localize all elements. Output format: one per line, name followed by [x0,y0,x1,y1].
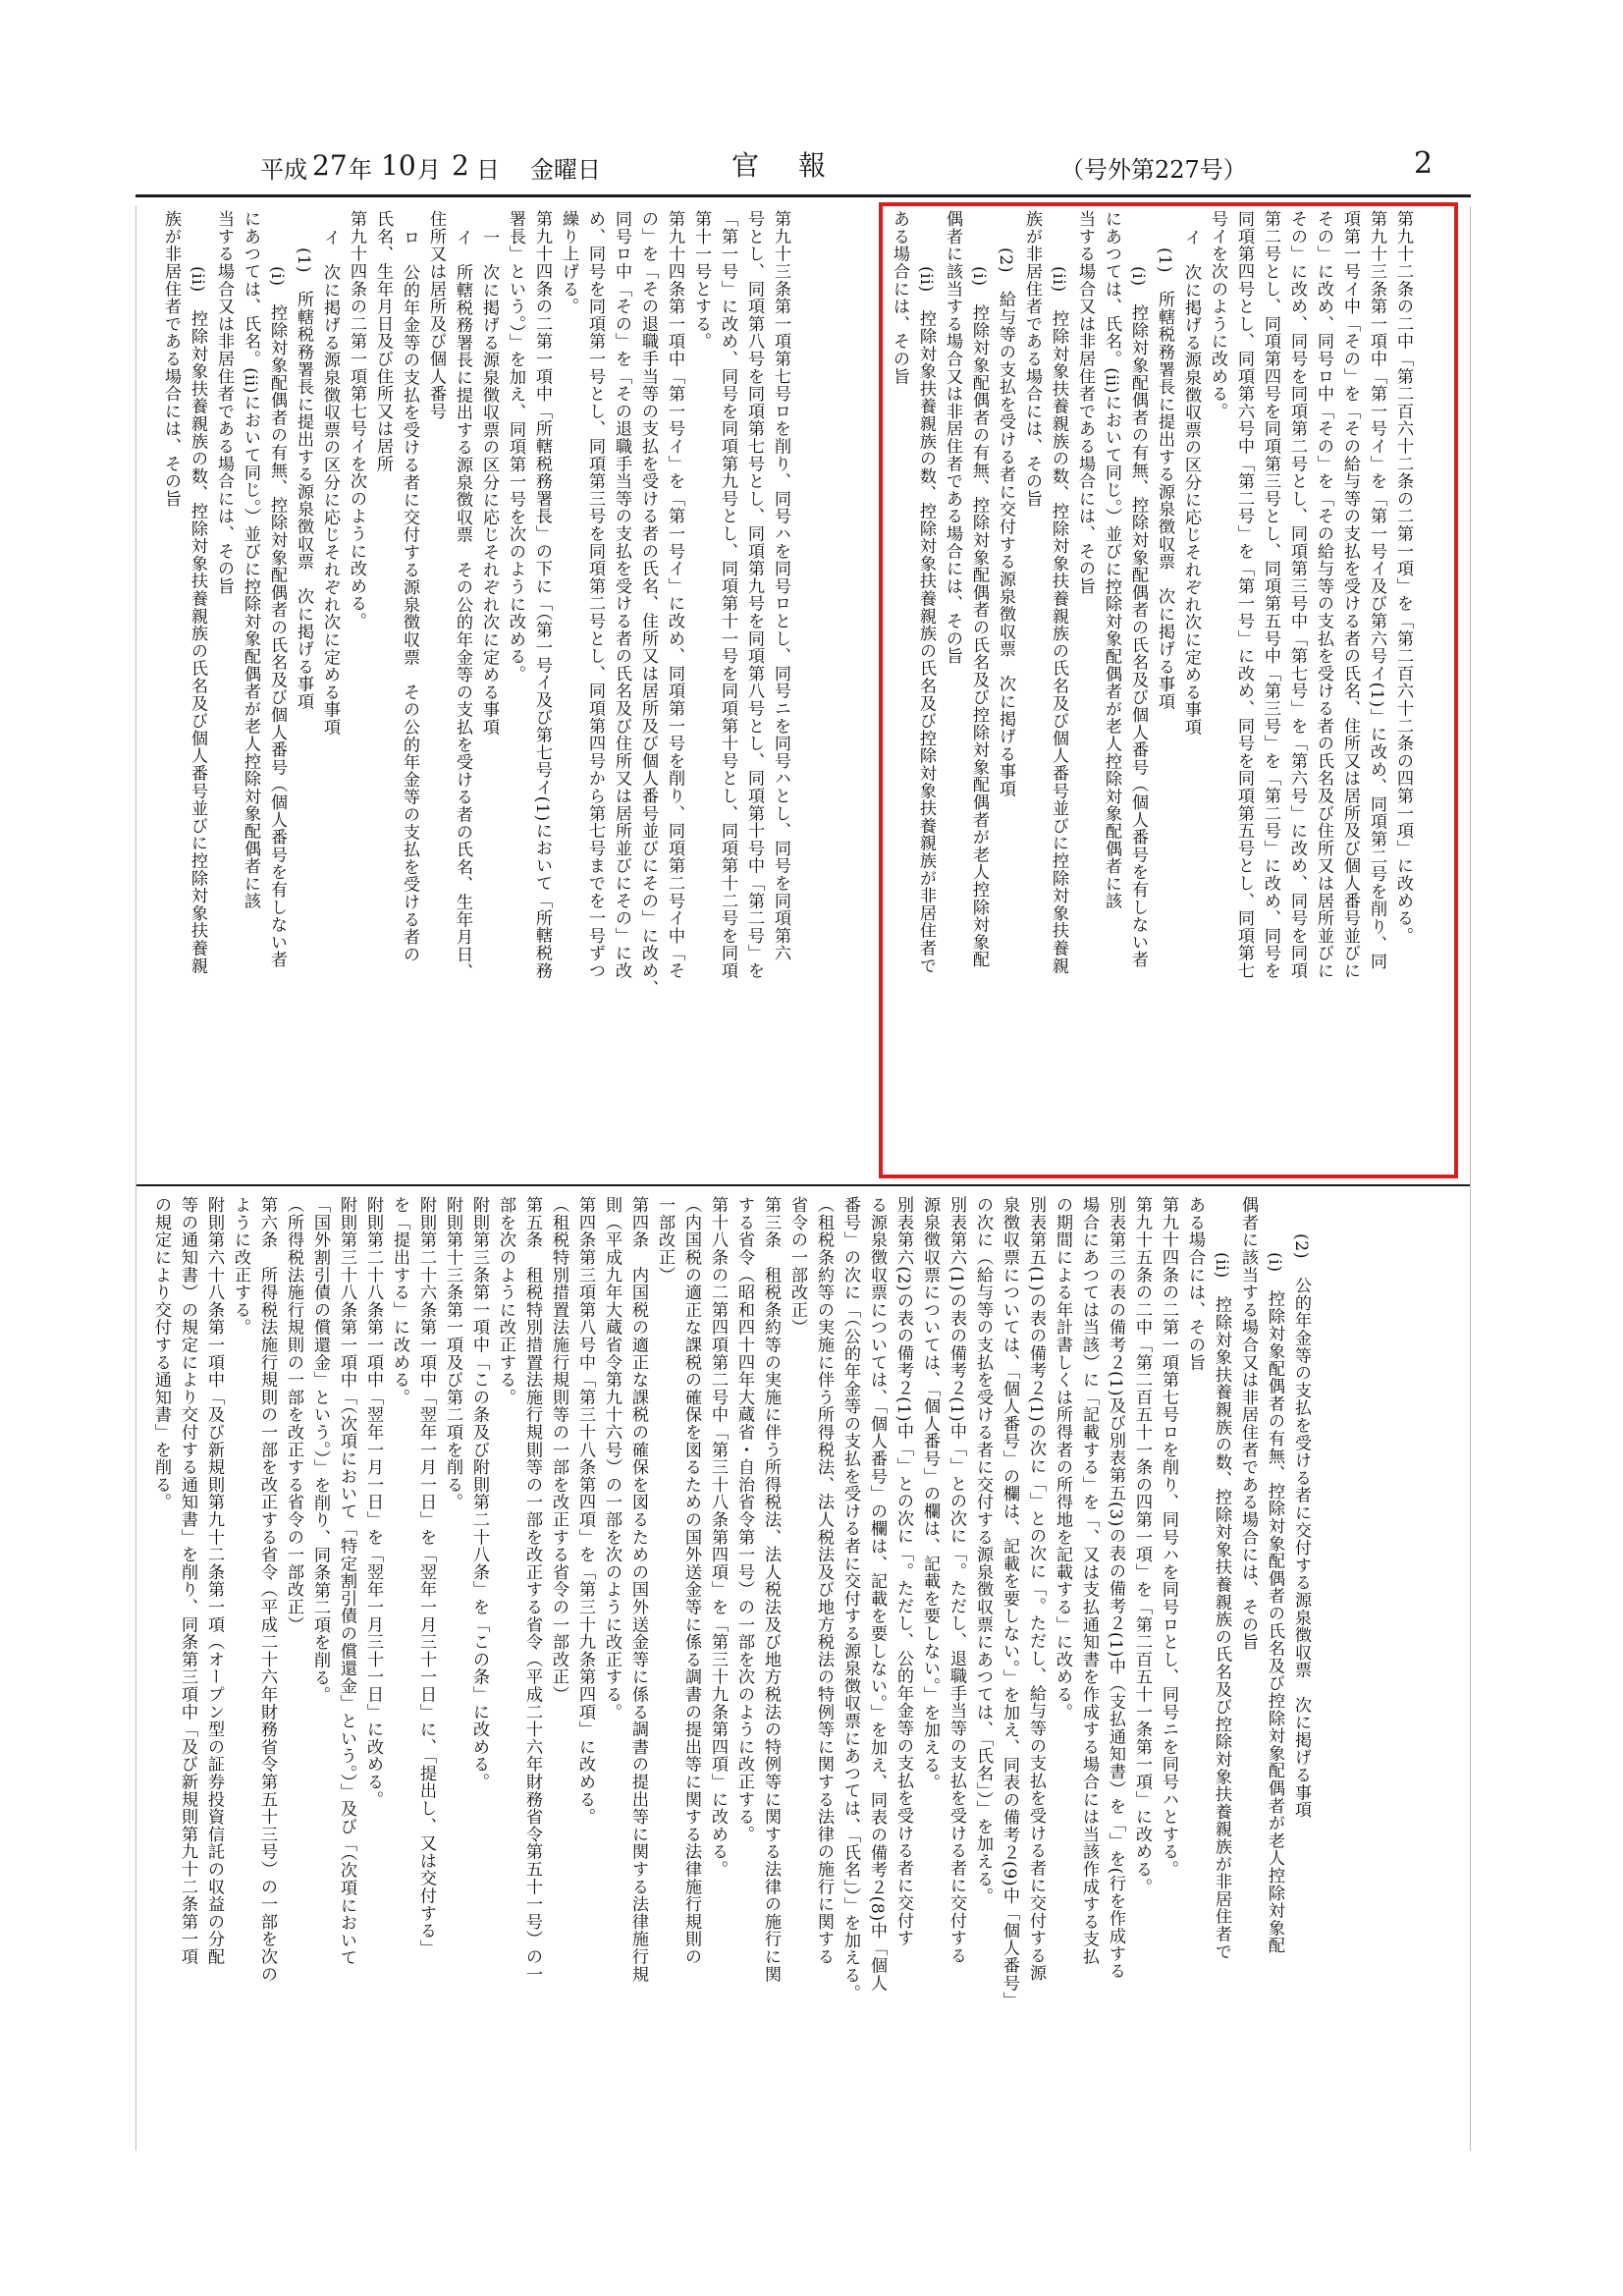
text-line: 住所又は居所及び個人番号 [426,210,446,420]
text-line: の規定により交付する通知書」を削る。 [151,1196,171,1511]
gazette-header [0,147,1623,196]
text-line: （租税条約等の実施に伴う所得税法、法人税法及び地方税法の特例等に関する法律の施行に関する [814,1196,834,1966]
section-divider-rule [135,1184,1471,1186]
header-day-unit: 日 [476,156,500,184]
text-line: 同号ロ中「その」を「その退職手当等の支払を受ける者の氏名及び住所又は居所並びにその」に改 [612,210,631,980]
bottom-vertical-text [147,1196,1314,2144]
text-line: 場合にあつては当該）に「記載する」を「、又は支払通知書を作成する場合には当該作成する支払 [1079,1196,1099,1966]
text-line: 第二号とし、同項第四号を同項第三号とし、同項第五号中「第三号」を「第二号」に改め、同号を [1261,210,1280,980]
text-line: 同項第四号とし、同項第六号中「第二号」を「第一号」に改め、同号を同項第五号とし、同項第七 [1234,210,1254,980]
text-line: (i) 控除対象配偶者の有無、控除対象配偶者の氏名及び控除対象配偶者が老人控除対象配 [1265,1252,1284,1954]
text-line: イ 所轄税務署長に提出する源泉徴収票 その公的年金等の支払を受ける者の氏名、生年月日、 [453,229,472,981]
text-line: 第五条 租税特別措置法施行規則等の一部を改正する省令（平成二十六年財務省令第五十一号）の一 [522,1196,542,1983]
text-line: (ii) 控除対象扶養親族の数、控除対象扶養親族の氏名及び個人番号並びに控除対象扶養親 [188,266,207,975]
left-margin-rule [135,206,136,2151]
text-line: 第十一号とする。 [691,210,711,351]
text-line: 附則第十三条第一項及び第二項を削る。 [443,1196,462,1511]
text-line: (2) 給与等の支払を受ける者に交付する源泉徴収票 次に掲げる事項 [996,247,1015,798]
text-line: 第六条 所得税法施行規則の一部を改正する省令（平成二十六年財務省令第五十三号）の一部を次の [257,1196,277,1983]
text-line: (ii) 控除対象扶養親族の数、控除対象扶養親族の氏名及び個人番号並びに控除対象扶養親 [1049,266,1068,975]
text-line: 号とし、同項第八号を同項第七号とし、同項第九号を同項第八号とし、同項第十号中「第二号」を [744,210,764,980]
text-line: 第九十三条第一項中「第一号イ」を「第一号イ及び第六号イ(1)」に改め、同項第二号を削り、同 [1367,210,1386,970]
text-line: を「提出する」に改める。 [390,1196,409,1406]
text-line: （租税特別措置法施行規則等の一部を改正する省令の一部改正） [549,1196,568,1704]
text-line: ロ 公的年金等の支払を受ける者に交付する源泉徴収票 その公的年金等の支払を受ける者の [400,229,419,963]
header-era: 平成 [260,156,307,184]
text-line: ある場合には、その旨 [1185,1196,1205,1371]
text-line: 附則第三十八条第一項中「（次項において「特定割引債の償還金」という。）」及び「（次項において [337,1196,356,1967]
text-line: にあつては、氏名。(ii)において同じ。）並びに控除対象配偶者が老人控除対象配偶者に該 [1102,210,1121,910]
text-line: 氏名、生年月日及び住所又は居所 [373,210,393,472]
text-line: 第四条 内国税の適正な課税の確保を図るための国外送金等に係る調書の提出等に関する法律施行規 [628,1196,648,1983]
text-line: め、同号を同項第一号とし、同項第三号を同項第二号とし、同項第四号から第七号までを一号ずつ [585,210,605,980]
text-line: 第三条 租税条約等の実施に伴う所得税法、法人税法及び地方税法の特例等に関する法律の施行に関 [761,1196,781,1983]
text-line: (ii) 控除対象扶養親族の数、控除対象扶養親族の氏名及び控除対象扶養親族が非居住者で [1212,1252,1231,1961]
text-line: 偶者に該当する場合又は非居住者である場合には、その旨 [1238,1196,1258,1651]
text-line: その」に改め、同号ロ中「その」を「その給与等の支払を受ける者の氏名及び住所又は居所並びに [1314,210,1333,980]
text-line: 附則第二十六条第一項中「翌年一月一日」を「翌年一月三十一日」に、「提出し、又は交付する」 [416,1196,436,1957]
header-weekday: 金曜日 [530,156,601,184]
header-title: 官報 [731,149,866,182]
text-line: 当する場合又は非居住者である場合には、その旨 [1075,210,1095,595]
text-line: (1) 所轄税務署長に提出する源泉徴収票 次に掲げる事項 [294,247,313,711]
text-line: の次に（給与等の支払を受ける者に交付する源泉徴収票にあつては、「氏名」）」を加える。 [973,1196,993,1905]
text-line: 省令の一部改正） [787,1196,807,1337]
text-line: 源泉徴収票については、「個人番号」の欄は、記載を要しない。」を加える。 [920,1196,940,1791]
text-line: 第九十四条の二第一項第七号イを次のように改める。 [347,210,366,630]
text-line: 「国外割引債の償還金」という。）」を削り、同条第二項を削る。 [310,1196,330,1704]
text-line: 第九十四条の二第一項第七号ロを削り、同号ハを同号ロとし、同号ニを同号ハとする。 [1159,1196,1178,1879]
text-line: 一 次に掲げる源泉徴収票の区分に応じそれぞれ次に定める事項 [479,229,499,737]
right-margin-rule [1470,206,1471,2151]
text-line: する省令（昭和四十四年大蔵省・自治省令第一号）の一部を次のように改正する。 [734,1196,754,1843]
text-line: 別表第六(1)の表の備考２(1)中「」との次に「。ただし、退職手当等の支払を受ける者に交付する [947,1196,966,1965]
text-line: 附則第二十八条第一項中「翌年一月一日」を「翌年一月三十一日」に改める。 [363,1196,383,1808]
text-line: 項第一号イ中「その」を「その給与等の支払を受ける者の氏名、住所又は居所及び個人番号並びに [1340,210,1360,980]
text-line: 署長」という。）」を加え、同項第一号を次のように改める。 [506,210,525,683]
text-line: 番号」の次に「（公的年金等の支払を受ける者に交付する源泉徴収票にあつては、「氏名」）」を加える。 [840,1196,860,2001]
text-line: 附則第三条第一項中「この条及び附則第二十八条」を「この条」に改める。 [469,1196,489,1791]
text-line: (2) 公的年金等の支払を受ける者に交付する源泉徴収票 次に掲げる事項 [1291,1233,1311,1819]
top-left-text-block [157,210,874,1171]
text-line: ように改正する。 [231,1196,250,1337]
text-line: （所得税法施行規則の一部を改正する省令の一部改正） [284,1196,303,1633]
text-line: 別表第六(2)の表の備考２(1)中「」との次に「。ただし、公的年金等の支払を受ける者に交付す [893,1196,913,1947]
text-line: 第九十二条の二中「第二百六十二条の二第一項」を「第二百六十二条の四第一項」に改める。 [1393,210,1413,945]
text-line: 第九十四条第一項中「第一号イ」を「第一号イ」に改め、同項第一号を削り、同項第二号イ中「そ [665,210,684,980]
header-month-unit: 月 [417,156,441,184]
text-line: 第十八条の二第四項第二号中「第三十八条第四項」を「第三十九条第四項」に改める。 [708,1196,728,1879]
text-line: イ 次に掲げる源泉徴収票の区分に応じそれぞれ次に定める事項 [1181,229,1201,737]
header-issue: （号外第227号） [1060,156,1247,184]
text-line: 当する場合又は非居住者である場合には、その旨 [214,210,234,595]
text-line: 族が非居住者である場合には、その旨 [1022,210,1042,508]
header-year-unit: 年 [349,156,372,184]
text-line: その」に改め、同号を同項第二号とし、同項第三号中「第七号」を「第六号」に改め、同号を同項 [1287,210,1307,980]
header-month: 10 [381,149,416,182]
text-line: 附則第六十八条第一項中「及び新規則第九十二条第一項（オープン型の証券投資信託の収益の分配 [204,1196,224,1966]
top-right-vertical-text [886,210,1416,1171]
text-line: 偶者に該当する場合又は非居住者である場合には、その旨 [943,210,962,665]
text-line: の」を「その退職手当等の支払を受ける者の氏名、住所又は居所及び個人番号並びにその」に改め、 [638,210,658,997]
header-year: 27 [312,149,348,182]
text-line: 等の通知書）の規定により交付する通知書」を削り、同条第三項中「及び新規則第九十二条第一項 [178,1196,197,1966]
top-right-text-block [886,210,1451,1171]
text-line: 部を次のように改正する。 [496,1196,515,1406]
text-line: 第九十四条の二第一項中「所轄税務署長」の下に「（第一号イ及び第七号イ(1)において「所轄税務 [532,210,552,979]
text-line: 第九十三条第一項第七号ロを削り、同号ハを同号ロとし、同号ニを同号ハとし、同号を同項第六 [771,210,790,962]
text-line: (1) 所轄税務署長に提出する源泉徴収票 次に掲げる事項 [1155,247,1174,711]
header-day: 2 [452,149,469,182]
top-left-vertical-text [157,210,793,1171]
text-line: 第四条第三項第八号中「第三十八条第四項」を「第三十九条第四項」に改める。 [575,1196,595,1826]
text-line: (i) 控除対象配偶者の有無、控除対象配偶者の氏名及び個人番号（個人番号を有しない者 [1128,266,1148,968]
text-line: (i) 控除対象配偶者の有無、控除対象配偶者の氏名及び個人番号（個人番号を有しない者 [267,266,287,968]
text-line: 別表第三の表の備考２(1)及び別表第五(3)の表の備考２(1)中（支払通知書）を「」を(行を作成する [1106,1196,1125,1980]
text-line: 泉徴収票については、「個人番号」の欄は、記載を要しない。」を加え、同表の備考２(9)中「個人番号」 [1000,1196,1019,2009]
text-line: にあつては、氏名。(ii)において同じ。）並びに控除対象配偶者が老人控除対象配偶者に該 [241,210,260,910]
text-line: 一部改正） [655,1196,675,1284]
text-line: る源泉徴収票については、「個人番号」の欄は、記載を要しない。」を加え、同表の備考２(8)中「個人 [867,1196,887,1992]
text-line: 号イを次のように改める。 [1208,210,1227,420]
text-line: 則（平成九年大蔵省令第九十六号）の一部を次のように改正する。 [602,1196,622,1721]
text-line: (i) 控除対象配偶者の有無、控除対象配偶者の氏名及び控除対象配偶者が老人控除対象配 [969,266,989,968]
text-line: の期間による年計書しくは所得者の所得地を記載する」に改める。 [1053,1196,1072,1721]
text-line: イ 次に掲げる源泉徴収票の区分に応じそれぞれ次に定める事項 [320,229,340,737]
text-line: 別表第五(1)の表の備考２(1)の次に「」との次に「。ただし、給与等の支払を受ける者に交付する源 [1026,1196,1046,1982]
text-line: 繰り上げる。 [559,210,578,315]
text-line: (ii) 控除対象扶養親族の数、控除対象扶養親族の氏名及び控除対象扶養親族が非居住者で [916,266,936,975]
text-line: 第九十五条の二中「第二百五十一条の四第一項」を「第二百五十一条第一項」に改める。 [1132,1196,1152,1895]
text-line: 「第一号」に改め、同号を同項第九号とし、同項第十一号を同項第十号とし、同項第十二号を同項 [718,210,737,980]
header-rule [135,194,1471,197]
bottom-text-block [147,1196,1453,2144]
text-line: ある場合には、その旨 [890,210,909,385]
text-line: 族が非居住者である場合には、その旨 [161,210,181,508]
header-page-number: 2 [1414,146,1434,181]
text-line: （内国税の適正な課税の確保を図るための国外送金等に係る調書の提出等に関する法律施行規則の [681,1196,701,1966]
